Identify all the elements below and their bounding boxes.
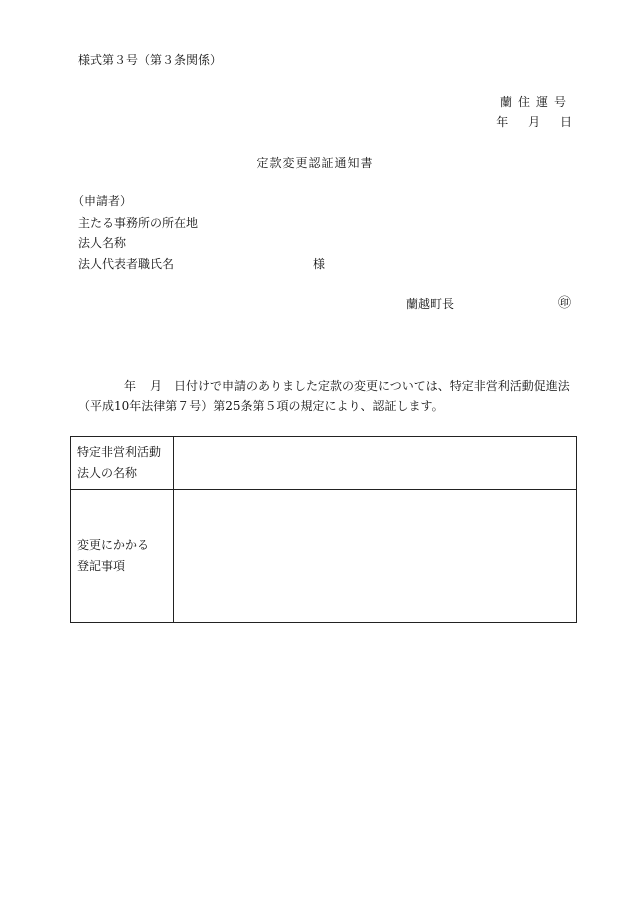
body-text-line-2: （平成10年法律第７号）第25条第５項の規定により、認証します。 xyxy=(78,399,444,413)
certification-table xyxy=(70,436,577,623)
honorific: 様 xyxy=(313,257,326,271)
date-year: 年 xyxy=(496,115,509,129)
corporation-name-label: 法人名称 xyxy=(78,236,127,250)
document-date xyxy=(480,114,572,130)
table-row xyxy=(71,437,577,490)
body-month: 月 xyxy=(150,379,163,393)
label-line: 特定非営利活動 xyxy=(77,445,162,459)
document-title: 定款変更認証通知書 xyxy=(256,156,374,170)
date-month: 月 xyxy=(528,115,541,129)
corporation-name-cell-label xyxy=(71,437,174,490)
label-line: 変更にかかる xyxy=(77,538,150,552)
representative-label: 法人代表者職氏名 xyxy=(78,257,175,271)
seal-mark-icon: ㊞ xyxy=(558,296,572,311)
body-line1-rest: 日付けで申請のありました定款の変更については、特定非営利活動促進法 xyxy=(174,379,570,393)
date-day: 日 xyxy=(559,115,572,129)
label-line: 法人の名称 xyxy=(77,466,138,480)
corporation-name-value[interactable] xyxy=(174,437,577,490)
form-number: 様式第３号（第３条関係） xyxy=(78,53,223,67)
office-address-label: 主たる事務所の所在地 xyxy=(78,216,199,230)
registration-items-value[interactable] xyxy=(174,490,577,623)
label-line: 登記事項 xyxy=(77,559,126,573)
body-year: 年 xyxy=(124,379,137,393)
table-row xyxy=(71,490,577,623)
body-text-line-1 xyxy=(78,378,570,394)
applicant-heading: （申請者） xyxy=(72,194,133,208)
issuer-name: 蘭越町長 xyxy=(406,297,455,311)
document-number: 蘭住運号 xyxy=(499,95,572,109)
registration-items-cell-label xyxy=(71,490,174,623)
